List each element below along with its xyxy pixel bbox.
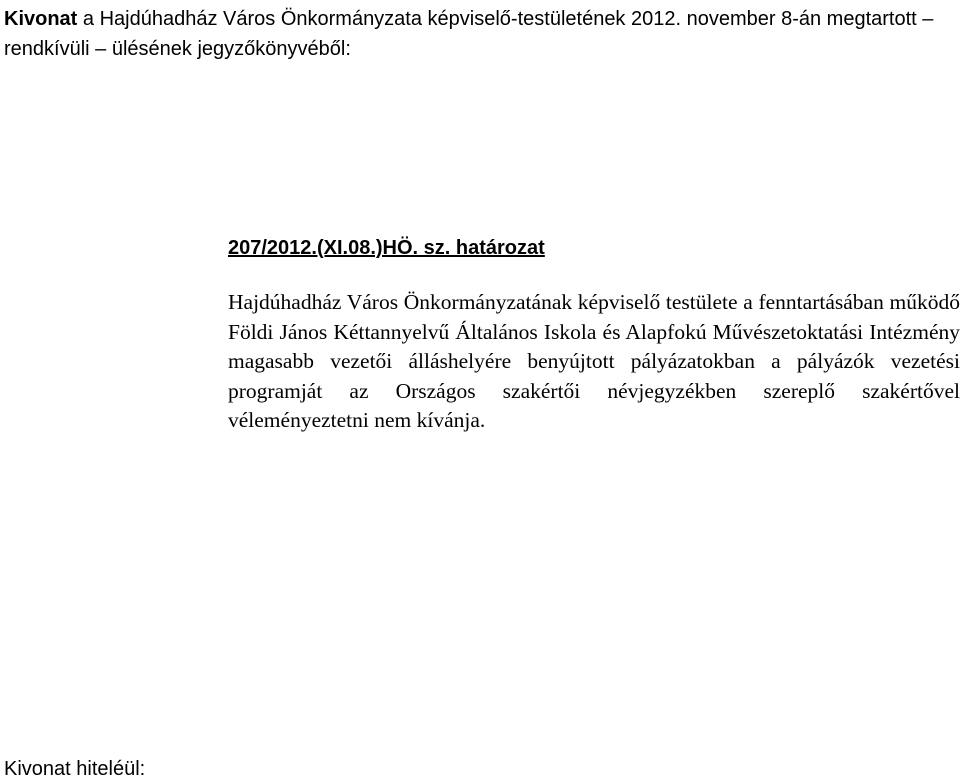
resolution-body: Hajdúhadház Város Önkormányzatának képviselő testülete a fenntartásában működő Földi János Kéttannyelvű Általános Iskola és Alapfokú Művészetoktatási Intézmény magasabb vezetői álláshelyére benyújtott pályázatokban a pályázók vezetési programját az Országos szakértői névjegyzékben szereplő szakértővel véleményeztetni nem kívánja.: [228, 290, 960, 432]
footer-certification-label: Kivonat hiteléül:: [4, 758, 146, 780]
resolution-title: 207/2012.(XI.08.)HÖ. sz. határozat: [228, 237, 545, 259]
header-lead-word: Kivonat: [4, 8, 78, 30]
header-text: a Hajdúhadház Város Önkormányzata képviselő-testületének 2012. november 8-án megtartott – rendkívüli – ülésének jegyzőkönyvéből:: [4, 8, 934, 60]
document-header: [4, 4, 954, 64]
